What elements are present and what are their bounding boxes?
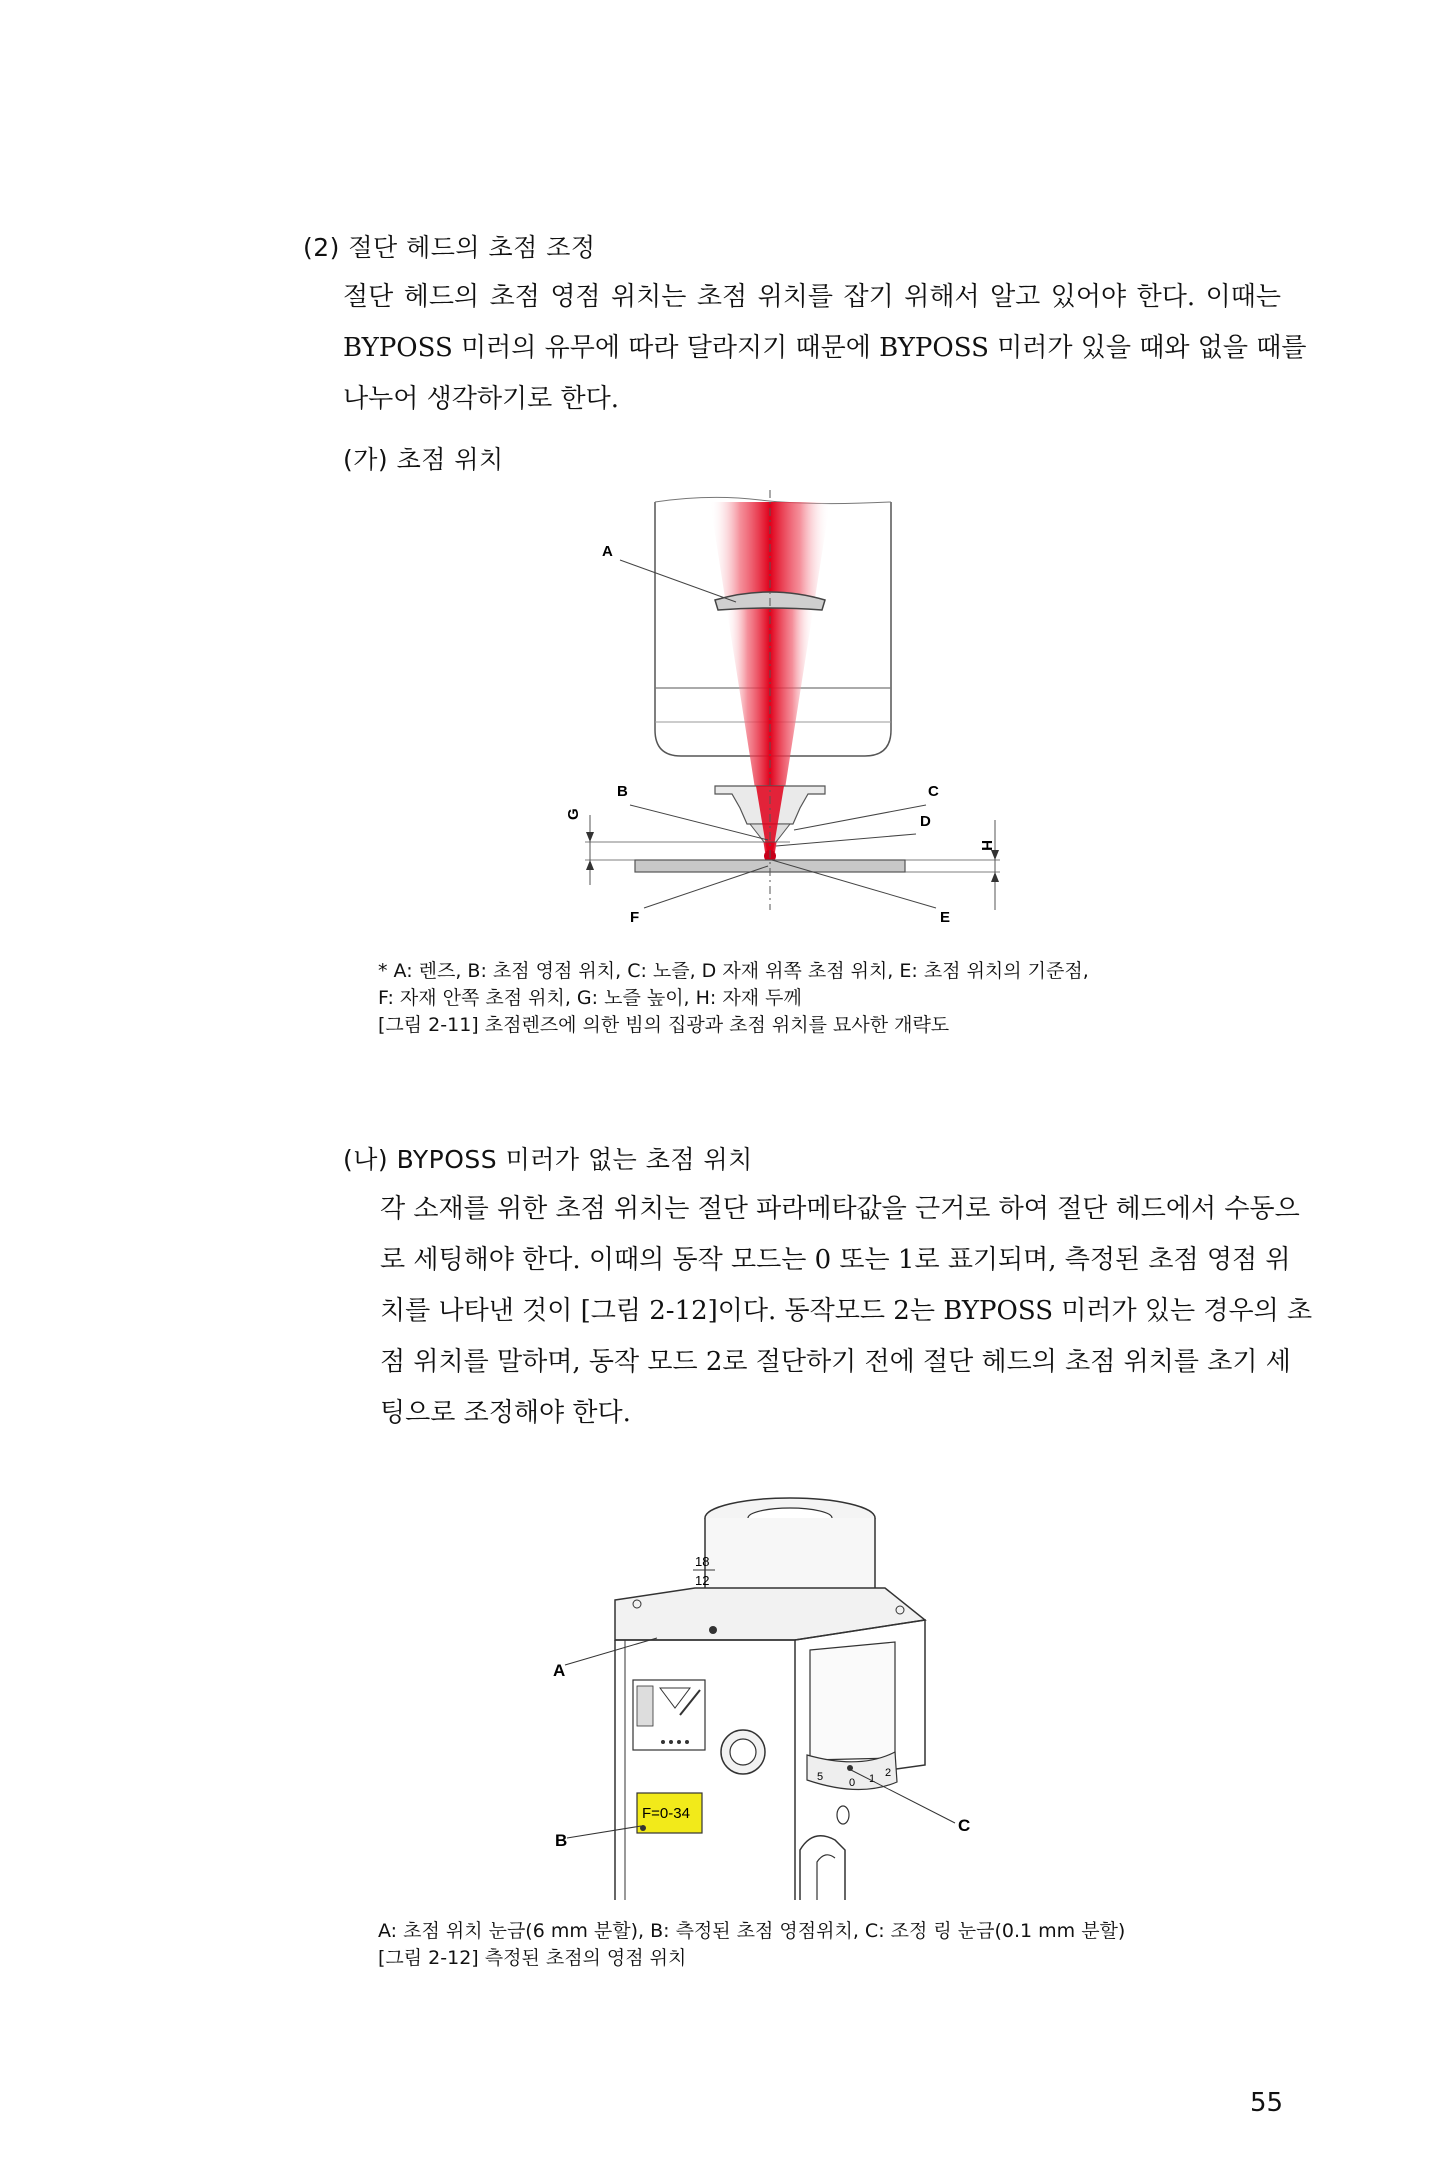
- label-g: G: [565, 808, 582, 820]
- figure1-caption: [378, 958, 1089, 1039]
- section-heading: (2) 절단 헤드의 초점 조정: [303, 233, 596, 262]
- ring-mark-1: 1: [869, 1773, 876, 1785]
- device-label-b: B: [555, 1831, 568, 1850]
- byposs-paragraph: [380, 1184, 1313, 1439]
- byposs-line-3: 치를 나타낸 것이 [그림 2-12]이다. 동작모드 2는 BYPOSS 미러가 있는 경우의 초: [380, 1296, 1313, 1326]
- byposs-line-2: 로 세팅해야 한다. 이때의 동작 모드는 0 또는 1로 표기되며, 측정된 초점 영점 위: [380, 1245, 1291, 1275]
- intro-line-2: BYPOSS 미러의 유무에 따라 달라지기 때문에 BYPOSS 미러가 있을 때와 없을 때를: [343, 333, 1307, 363]
- label-c: C: [928, 783, 939, 800]
- byposs-line-5: 팅으로 조정해야 한다.: [380, 1398, 631, 1428]
- label-b: B: [617, 783, 628, 800]
- figure-cutting-head-device: [545, 1490, 1005, 1900]
- device-label-a: A: [553, 1661, 566, 1680]
- label-d: D: [920, 813, 931, 830]
- figure-beam-schematic: [560, 490, 1030, 930]
- subheading-focus-position: (가) 초점 위치: [343, 445, 504, 474]
- side-window: [810, 1642, 895, 1760]
- figure1-caption-line-2: F: 자재 안쪽 초점 위치, G: 노즐 높이, H: 자재 두께: [378, 987, 802, 1009]
- ring-mark-5: 5: [817, 1771, 824, 1783]
- label-f: F: [630, 909, 640, 926]
- label-h: H: [978, 840, 995, 851]
- byposs-line-1: 각 소재를 위한 초점 위치는 절단 파라메타값을 근거로 하여 절단 헤드에서 수동으: [380, 1194, 1300, 1224]
- figure1-caption-line-1: * A: 렌즈, B: 초점 영점 위치, C: 노즐, D 자재 위쪽 초점 위치, E: 초점 위치의 기준점,: [378, 960, 1089, 982]
- top-plate: [615, 1588, 925, 1640]
- head-body: [615, 1640, 795, 1900]
- label-a: A: [602, 543, 613, 560]
- scale-mark-12: 12: [695, 1573, 710, 1588]
- figure2-caption: [378, 1918, 1125, 1972]
- intro-paragraph: [343, 272, 1307, 425]
- subheading-no-byposs: (나) BYPOSS 미러가 없는 초점 위치: [343, 1145, 753, 1174]
- figure2-caption-line-2: [그림 2-12] 측정된 초점의 영점 위치: [378, 1947, 687, 1969]
- scale-mark-18: 18: [695, 1554, 710, 1569]
- intro-line-3: 나누어 생각하기로 한다.: [343, 384, 619, 414]
- page-number: 55: [1250, 2088, 1284, 2118]
- byposs-line-4: 점 위치를 말하며, 동작 모드 2로 절단하기 전에 절단 헤드의 초점 위치를 초기 세: [380, 1347, 1291, 1377]
- figure2-caption-line-1: A: 초점 위치 눈금(6 mm 분할), B: 측정된 초점 영점위치, C: 조정 링 눈금(0.1 mm 분할): [378, 1920, 1126, 1942]
- label-e: E: [940, 909, 951, 926]
- zero-position-value: F=0-34: [642, 1805, 690, 1822]
- ring-mark-0: 0: [849, 1777, 856, 1789]
- device-label-c: C: [958, 1816, 971, 1835]
- ring-mark-2: 2: [885, 1767, 892, 1779]
- figure1-caption-line-3: [그림 2-11] 초점렌즈에 의한 빔의 집광과 초점 위치를 묘사한 개략도: [378, 1014, 950, 1036]
- intro-line-1: 절단 헤드의 초점 영점 위치는 초점 위치를 잡기 위해서 알고 있어야 한다. 이때는: [343, 282, 1281, 312]
